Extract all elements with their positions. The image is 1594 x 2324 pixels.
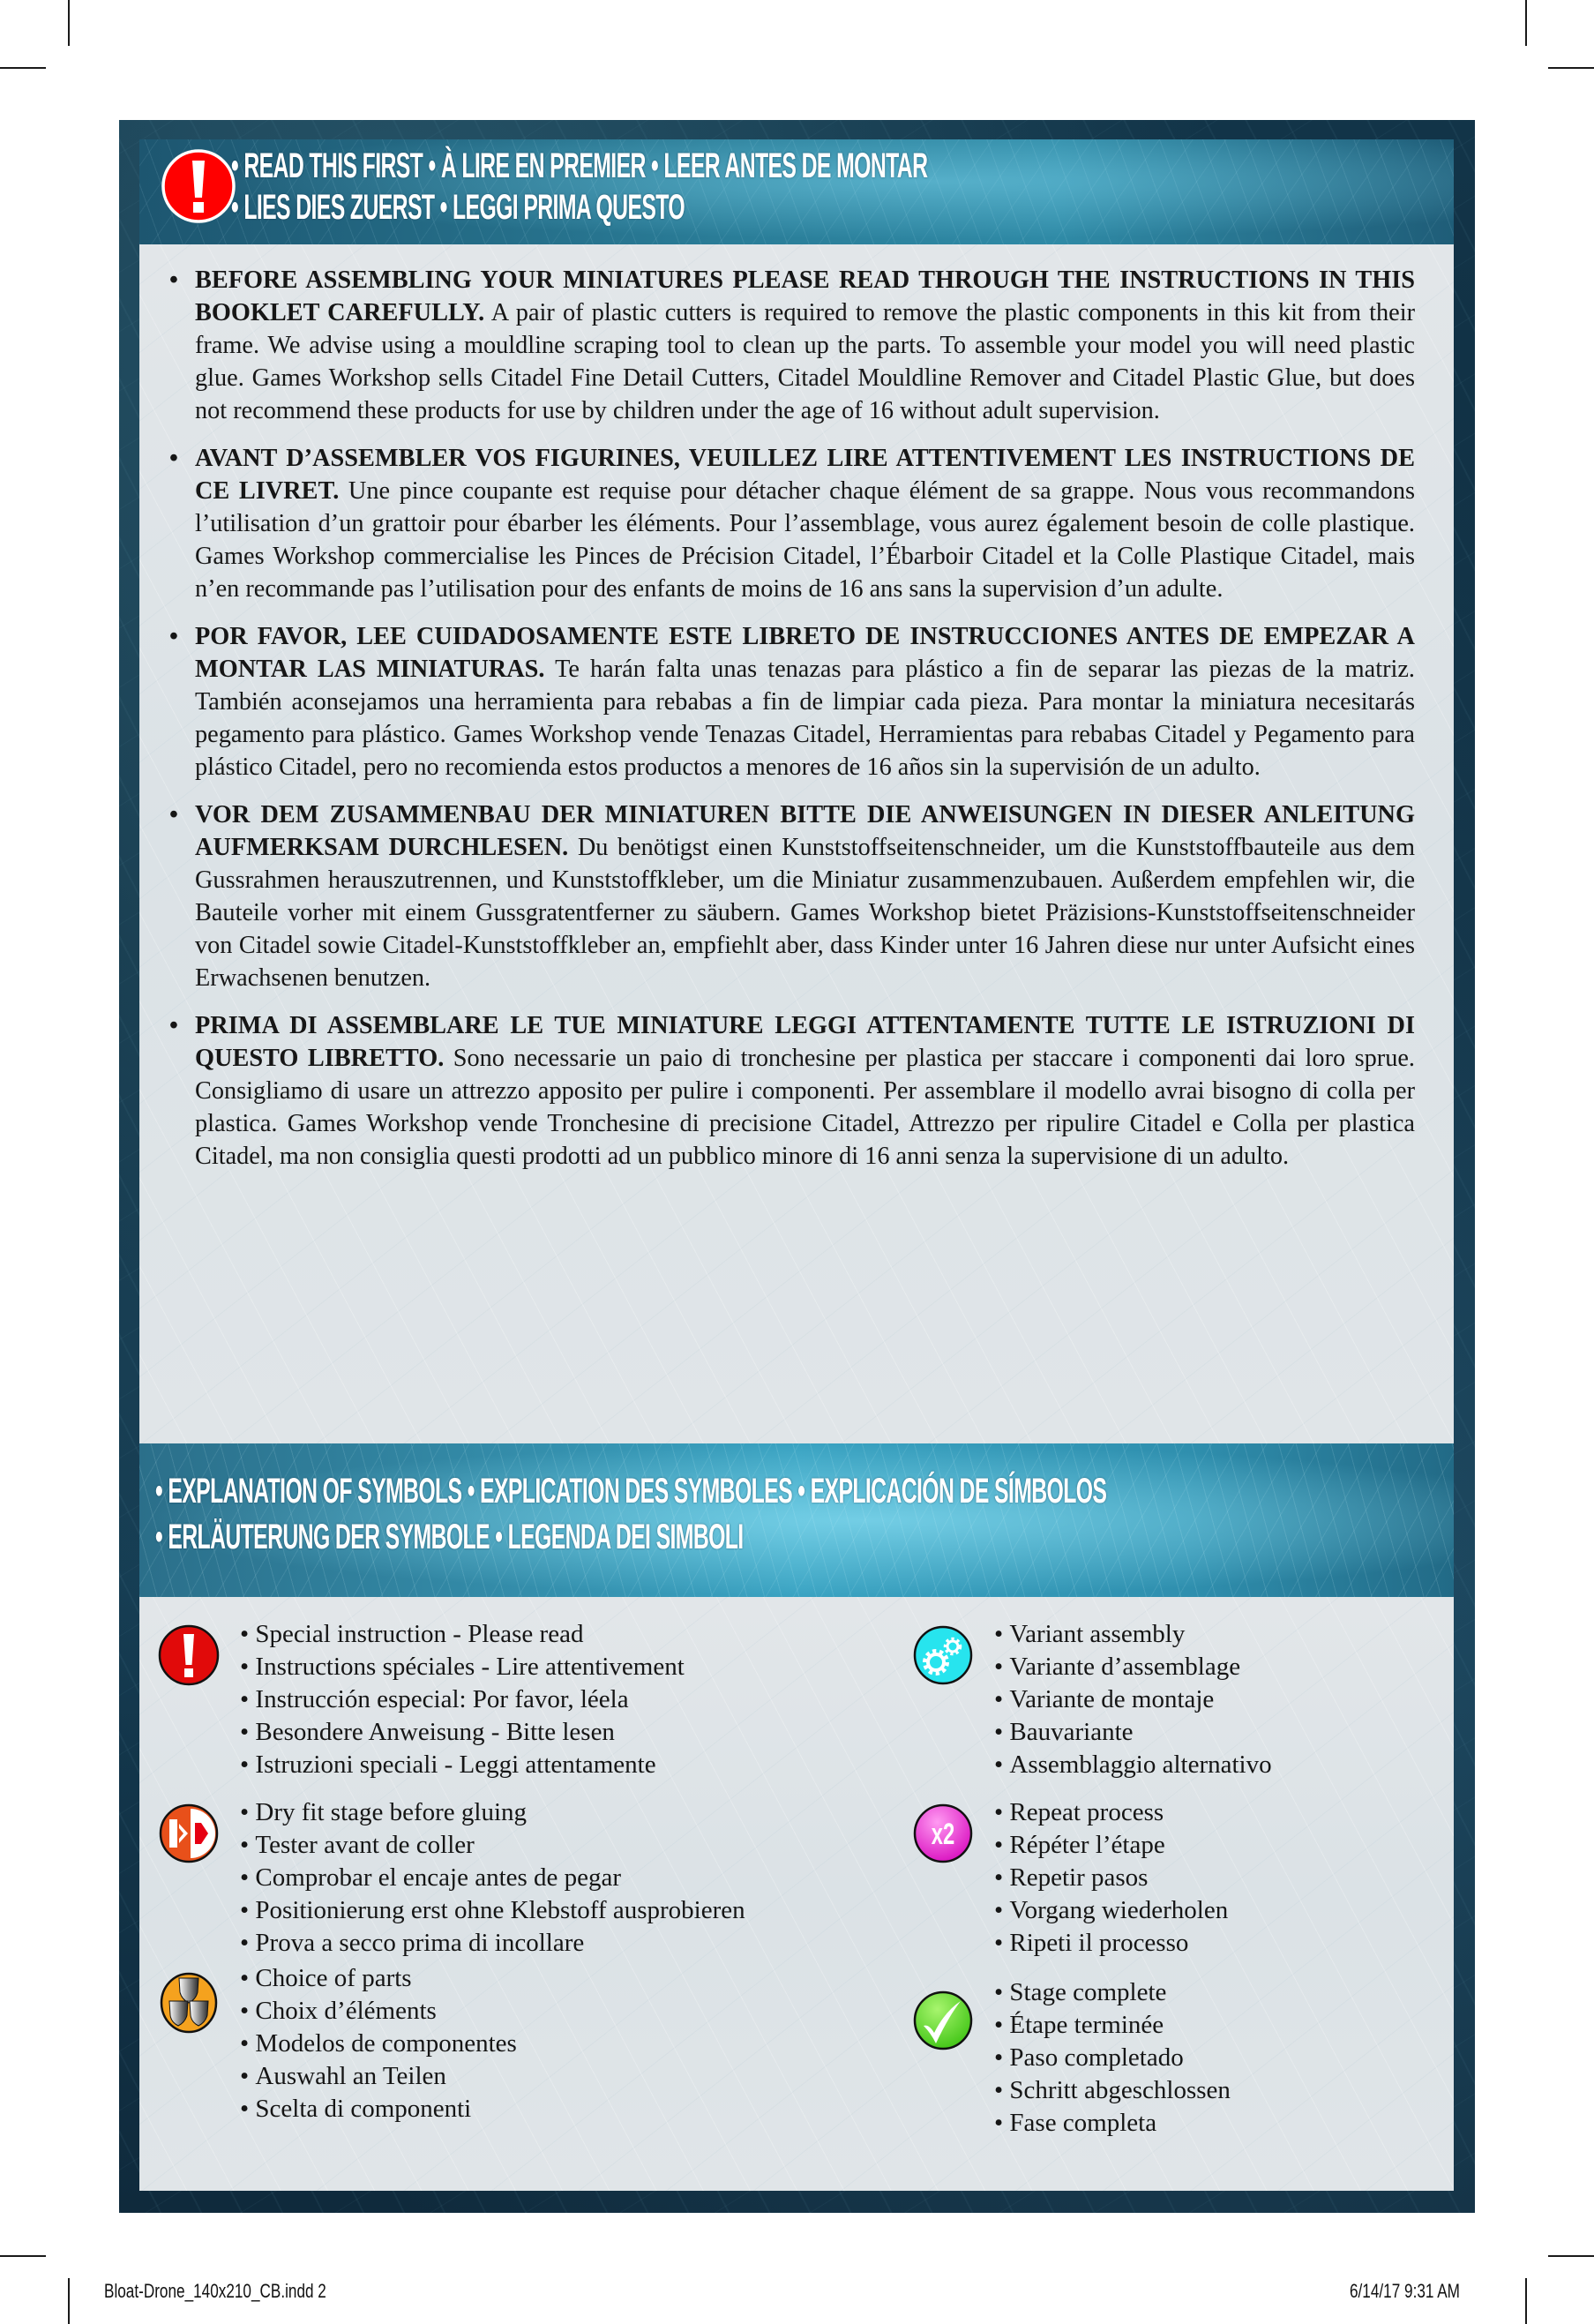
crop-mark [1525, 2278, 1527, 2324]
crop-mark [68, 0, 70, 46]
symbol-line: • Fase completa [994, 2107, 1231, 2140]
crop-mark [1548, 67, 1594, 69]
bullet: • [169, 801, 178, 828]
instruction-body: Une pince coupante est requise pour détacher chaque élément de sa grappe. Nous vous recommandons l’utilisation d’un grattoir pour ébarber les éléments. Pour l’assemblage, vous aurez également besoin de colle plastique. Games Workshop commercialise les Pinces de Précision Citadel, l’Ébarboir Citadel et la Colle Plastique Citadel, mais n’en recommande pas l’utilisation pour des enfants de moins de 16 ans sans la supervision d’un adulte. [195, 477, 1415, 603]
symbol-line: • Stage complete [994, 1976, 1231, 2009]
symbols-title-line2: • ERLÄUTERUNG DER SYMBOLE • LEGENDA DEI SIMBOLI [155, 1518, 744, 1556]
read-first-banner [139, 139, 1454, 244]
symbol-description [240, 1962, 517, 2125]
symbol-line: • Instrucción especial: Por favor, léela [240, 1683, 685, 1716]
symbols-panel [139, 1597, 1454, 2191]
symbol-line: • Étape terminée [994, 2009, 1231, 2042]
instruction-paragraph-fr [169, 442, 1415, 605]
symbol-description [994, 1976, 1231, 2140]
symbol-line: • Bauvariante [994, 1716, 1272, 1749]
symbol-line: • Paso completado [994, 2042, 1231, 2074]
symbol-line: • Instructions spéciales - Lire attentivement [240, 1651, 685, 1683]
symbol-line: • Istruzioni speciali - Leggi attentamente [240, 1749, 685, 1781]
symbol-description [994, 1796, 1228, 1960]
instruction-paragraph-es [169, 620, 1415, 783]
symbol-description [240, 1796, 745, 1960]
symbol-description [240, 1618, 685, 1781]
repeat-x2-icon [911, 1802, 975, 1865]
gears-icon [911, 1623, 975, 1687]
instruction-page [119, 120, 1475, 2213]
exclamation-icon [161, 148, 236, 224]
exclamation-icon [157, 1623, 221, 1687]
choice-of-parts-icon [157, 1971, 221, 2035]
dry-fit-icon [157, 1802, 221, 1865]
bullet: • [169, 266, 178, 294]
instructions-panel [139, 244, 1454, 1443]
symbol-line: • Positionierung erst ohne Klebstoff ausprobieren [240, 1894, 745, 1927]
instruction-body: Du benötigst einen Kunststoffseitenschneider, um die Kunststoffbauteile aus dem Gussrahmen herauszutrennen, und Kunststoffkleber, um die Miniatur zusammenzubauen. Außerdem empfehlen wir, die Bauteile vorher mit einem Gussgratentferner zu säubern. Games Workshop bietet Präzisions-Kunststoffseitenschneider von Citadel sowie Citadel-Kunststoffkleber an, empfiehlt aber, dass Kinder unter 16 Jahren diese nur unter Aufsicht eines Erwachsenen benutzen. [195, 834, 1415, 992]
instruction-body: Te harán falta unas tenazas para plástico a fin de separar las piezas de la matriz. También aconsejamos una herramienta para rebabas a fin de limpiar cada pieza. Para montar la miniatura necesitarás pegamento para plástico. Games Workshop vende Tenazas Citadel, Herramientas para rebabas Citadel y Pegamento para plástico Citadel, pero no recomienda estos productos a menores de 16 años sin la supervisión de un adulto. [195, 656, 1416, 781]
bullet: • [169, 623, 178, 650]
symbol-line: • Scelta di componenti [240, 2093, 517, 2125]
symbol-line: • Besondere Anweisung - Bitte lesen [240, 1716, 685, 1749]
instruction-lead: AVANT D’ASSEMBLER VOS FIGURINES, VEUILLEZ LIRE ATTENTIVEMENT LES INSTRUCTIONS DE CE LIVRET. [195, 445, 1415, 505]
instruction-lead: POR FAVOR, LEE CUIDADOSAMENTE ESTE LIBRETO DE INSTRUCCIONES ANTES DE EMPEZAR A MONTAR LAS MINIATURAS. [195, 623, 1415, 683]
bullet: • [169, 1012, 178, 1039]
crop-mark [0, 2255, 46, 2257]
symbols-title-line1: • EXPLANATION OF SYMBOLS • EXPLICATION DES SYMBOLES • EXPLICACIÓN DE SÍMBOLOS [155, 1472, 1107, 1511]
instruction-paragraph-en [169, 264, 1415, 427]
instruction-lead: BEFORE ASSEMBLING YOUR MINIATURES PLEASE READ THROUGH THE INSTRUCTIONS IN THIS BOOKLET CAREFULLY. [195, 266, 1415, 326]
symbol-line: • Repetir pasos [994, 1862, 1228, 1894]
symbol-line: • Tester avant de coller [240, 1829, 745, 1862]
symbol-line: • Dry fit stage before gluing [240, 1796, 745, 1829]
instruction-body: A pair of plastic cutters is required to remove the plastic components in this kit from their frame. We advise using a mouldline scraping tool to clean up the parts. To assemble your model you will need plastic glue. Games Workshop sells Citadel Fine Detail Cutters, Citadel Mouldline Remover and Citadel Plastic Glue, but does not recommend these products for use by children under the age of 16 without adult supervision. [195, 299, 1415, 424]
svg-text:x2: x2 [931, 1817, 955, 1852]
checkmark-icon [911, 1989, 975, 2052]
symbol-line: • Auswahl an Teilen [240, 2060, 517, 2093]
symbol-line: • Choice of parts [240, 1962, 517, 1995]
symbol-line: • Choix d’éléments [240, 1995, 517, 2028]
instruction-paragraph-it [169, 1009, 1415, 1173]
instructions-list [169, 264, 1415, 1188]
read-first-title-line2: • LIES DIES ZUERST • LEGGI PRIMA QUESTO [231, 188, 685, 227]
symbol-line: • Assemblaggio alternativo [994, 1749, 1272, 1781]
symbol-line: • Vorgang wiederholen [994, 1894, 1228, 1927]
read-first-title-line1: • READ THIS FIRST • À LIRE EN PREMIER • LEER ANTES DE MONTAR [231, 146, 928, 185]
symbol-line: • Modelos de componentes [240, 2028, 517, 2060]
symbol-line: • Comprobar el encaje antes de pegar [240, 1862, 745, 1894]
slug-timestamp: 6/14/17 9:31 AM [1350, 2280, 1460, 2302]
instruction-lead: PRIMA DI ASSEMBLARE LE TUE MINIATURE LEGGI ATTENTAMENTE TUTTE LE ISTRUZIONI DI QUESTO LIBRETTO. [195, 1012, 1415, 1072]
symbol-line: • Repeat process [994, 1796, 1228, 1829]
symbol-line: • Special instruction - Please read [240, 1618, 685, 1651]
crop-mark [0, 67, 46, 69]
crop-mark [1525, 0, 1527, 46]
symbols-banner [139, 1443, 1454, 1597]
symbol-description [994, 1618, 1272, 1781]
symbol-line: • Schritt abgeschlossen [994, 2074, 1231, 2107]
crop-mark [68, 2278, 70, 2324]
symbol-line: • Variant assembly [994, 1618, 1272, 1651]
instruction-paragraph-de [169, 798, 1415, 994]
symbol-line: • Ripeti il processo [994, 1927, 1228, 1960]
symbol-line: • Prova a secco prima di incollare [240, 1927, 745, 1960]
symbol-line: • Variante d’assemblage [994, 1651, 1272, 1683]
instruction-body: Sono necessarie un paio di tronchesine per plastica per staccare i componenti dai loro sprue. Consigliamo di usare un attrezzo apposito per pulire i componenti. Per assemblare il modello avrai bisogno di colla per plastica. Games Workshop vende Tronchesine di precisione Citadel, Attrezzo per ripulire Citadel e Colla per plastica Citadel, ma non consiglia questi prodotti ad un pubblico minore di 16 anni senza la supervisione di un adulto. [195, 1045, 1415, 1170]
crop-mark [1548, 2255, 1594, 2257]
symbol-line: • Répéter l’étape [994, 1829, 1228, 1862]
bullet: • [169, 445, 178, 472]
slug-filename: Bloat-Drone_140x210_CB.indd 2 [104, 2280, 326, 2302]
symbol-line: • Variante de montaje [994, 1683, 1272, 1716]
instruction-lead: VOR DEM ZUSAMMENBAU DER MINIATUREN BITTE DIE ANWEISUNGEN IN DIESER ANLEITUNG AUFMERKSAM DURCHLESEN. [195, 801, 1415, 861]
